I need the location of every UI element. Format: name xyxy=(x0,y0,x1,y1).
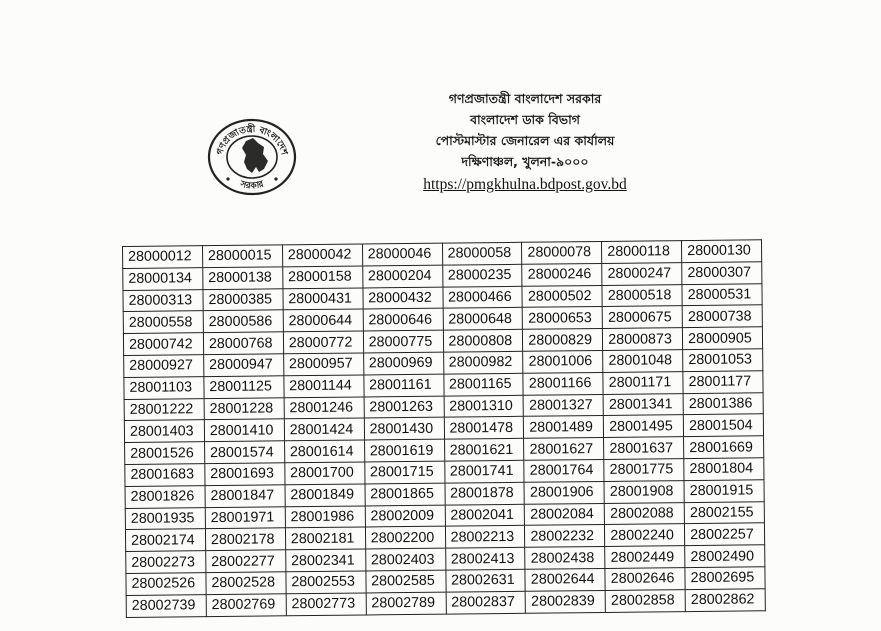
table-cell: 28000982 xyxy=(443,351,523,374)
table-cell: 28002644 xyxy=(525,568,605,591)
table-cell: 28001526 xyxy=(125,442,205,465)
svg-text:সরকার xyxy=(238,179,266,192)
table-cell: 28000957 xyxy=(283,353,363,376)
table-cell: 28000775 xyxy=(363,330,443,353)
table-cell: 28001006 xyxy=(523,350,603,373)
table-cell: 28001700 xyxy=(285,462,365,485)
table-cell: 28001310 xyxy=(444,395,524,418)
table-cell: 28001125 xyxy=(204,376,284,399)
table-cell: 28001430 xyxy=(364,418,444,441)
table-cell: 28001627 xyxy=(524,438,604,461)
table-cell: 28001986 xyxy=(285,506,365,529)
table-cell: 28002181 xyxy=(285,527,365,550)
table-cell: 28001327 xyxy=(523,394,603,417)
table-cell: 28001171 xyxy=(603,371,683,394)
table-cell: 28001053 xyxy=(683,349,763,372)
table-cell: 28000247 xyxy=(602,262,682,285)
table-cell: 28001971 xyxy=(205,506,285,529)
table-cell: 28002769 xyxy=(206,594,286,617)
table-cell: 28002200 xyxy=(365,526,445,549)
table-cell: 28001764 xyxy=(524,459,604,482)
table-cell: 28002862 xyxy=(685,589,765,612)
table-cell: 28000873 xyxy=(603,328,683,351)
table-cell: 28002789 xyxy=(366,592,446,615)
table-cell: 28000235 xyxy=(442,264,522,287)
table-cell: 28002528 xyxy=(206,572,286,595)
seal-top-text: গণপ্রজাতন্ত্রী বাংলাদেশ xyxy=(215,124,289,157)
table-cell: 28002213 xyxy=(445,526,525,549)
table-cell: 28002009 xyxy=(365,505,445,528)
table-cell: 28002273 xyxy=(126,551,206,574)
table-cell: 28001826 xyxy=(125,485,205,508)
table-cell: 28002041 xyxy=(445,504,525,527)
table-cell: 28000772 xyxy=(283,331,363,354)
letterhead xyxy=(380,88,670,196)
table-cell: 28001403 xyxy=(124,420,204,443)
table-cell: 28002490 xyxy=(685,545,765,568)
table-cell: 28001775 xyxy=(604,459,684,482)
table-cell: 28002773 xyxy=(286,593,366,616)
table-cell: 28002232 xyxy=(525,525,605,548)
table-cell: 28000118 xyxy=(602,241,682,264)
table-cell: 28000586 xyxy=(203,310,283,333)
table-cell: 28000653 xyxy=(523,307,603,330)
table-cell: 28002155 xyxy=(684,501,764,524)
table-cell: 28001865 xyxy=(365,483,445,506)
table-cell: 28001478 xyxy=(444,417,524,440)
table-cell: 28000078 xyxy=(522,241,602,264)
table-cell: 28000431 xyxy=(283,288,363,311)
office-location: দক্ষিণাঞ্চল, খুলনা-৯০০০ xyxy=(461,154,589,169)
table-cell: 28000134 xyxy=(123,267,203,290)
table-cell: 28000558 xyxy=(123,311,203,334)
number-table xyxy=(122,239,766,617)
table-cell: 28001341 xyxy=(603,393,683,416)
table-cell: 28002084 xyxy=(525,503,605,526)
table-cell: 28000466 xyxy=(442,286,522,309)
table-cell: 28002837 xyxy=(446,591,526,614)
table-cell: 28002858 xyxy=(605,589,685,612)
table-cell: 28000738 xyxy=(682,305,762,328)
table-cell: 28001614 xyxy=(284,440,364,463)
table-cell: 28001637 xyxy=(604,437,684,460)
government-seal-logo xyxy=(206,117,298,197)
table-cell: 28001908 xyxy=(604,480,684,503)
table-cell: 28001804 xyxy=(684,458,764,481)
table-cell: 28002438 xyxy=(525,547,605,570)
table-cell: 28000307 xyxy=(682,262,762,285)
table-cell: 28001424 xyxy=(284,418,364,441)
table-cell: 28000829 xyxy=(523,329,603,352)
table-cell: 28000012 xyxy=(123,246,203,269)
table-cell: 28000646 xyxy=(363,309,443,332)
number-table-container xyxy=(122,239,766,617)
table-cell: 28001103 xyxy=(124,376,204,399)
table-cell: 28000675 xyxy=(602,306,682,329)
table-cell: 28001741 xyxy=(444,460,524,483)
table-cell: 28001410 xyxy=(204,419,284,442)
table-cell: 28001915 xyxy=(684,480,764,503)
table-cell: 28001683 xyxy=(125,464,205,487)
table-cell: 28001849 xyxy=(285,484,365,507)
table-cell: 28000768 xyxy=(203,332,283,355)
table-cell: 28001144 xyxy=(284,375,364,398)
table-cell: 28001504 xyxy=(683,414,763,437)
number-table-body xyxy=(123,240,766,617)
table-cell: 28000138 xyxy=(203,267,283,290)
table-cell: 28001847 xyxy=(205,485,285,508)
table-cell: 28001489 xyxy=(524,416,604,439)
table-cell: 28001495 xyxy=(604,415,684,438)
table-cell: 28001161 xyxy=(363,374,443,397)
table-cell: 28000058 xyxy=(442,242,522,265)
table-cell: 28000648 xyxy=(443,308,523,331)
table-cell: 28002526 xyxy=(126,573,206,596)
table-cell: 28001574 xyxy=(204,441,284,464)
table-cell: 28001177 xyxy=(683,371,763,394)
table-cell: 28000502 xyxy=(522,285,602,308)
table-cell: 28000130 xyxy=(682,240,762,263)
table-cell: 28002553 xyxy=(286,571,366,594)
table-cell: 28001263 xyxy=(364,396,444,419)
table-cell: 28000015 xyxy=(202,245,282,268)
table-cell: 28002585 xyxy=(366,570,446,593)
table-cell: 28000432 xyxy=(363,287,443,310)
table-cell: 28000927 xyxy=(124,355,204,378)
table-cell: 28001165 xyxy=(443,373,523,396)
table-cell: 28000808 xyxy=(443,329,523,352)
table-cell: 28001693 xyxy=(205,463,285,486)
table-cell: 28001906 xyxy=(524,481,604,504)
table-cell: 28002257 xyxy=(685,523,765,546)
table-cell: 28001621 xyxy=(444,438,524,461)
seal-bottom-text: সরকার xyxy=(238,179,266,192)
table-cell: 28002174 xyxy=(125,529,205,552)
table-cell: 28001166 xyxy=(523,372,603,395)
table-cell: 28000046 xyxy=(362,243,442,266)
department-name: বাংলাদেশ ডাক বিভাগ xyxy=(470,112,580,127)
table-cell: 28002739 xyxy=(126,594,206,617)
table-cell: 28002277 xyxy=(206,550,286,573)
table-cell: 28001619 xyxy=(364,439,444,462)
table-cell: 28001935 xyxy=(125,507,205,530)
table-cell: 28000313 xyxy=(123,289,203,312)
table-cell: 28002631 xyxy=(445,569,525,592)
table-cell: 28001878 xyxy=(444,482,524,505)
table-cell: 28002341 xyxy=(285,549,365,572)
table-cell: 28000947 xyxy=(204,354,284,377)
government-name: গণপ্রজাতন্ত্রী বাংলাদেশ সরকার xyxy=(448,91,602,106)
table-cell: 28000204 xyxy=(362,265,442,288)
table-cell: 28000905 xyxy=(683,327,763,350)
table-cell: 28000531 xyxy=(682,283,762,306)
seal-emblem-icon xyxy=(206,117,298,197)
table-cell: 28000644 xyxy=(283,309,363,332)
table-cell: 28000742 xyxy=(123,333,203,356)
table-cell: 28000246 xyxy=(522,263,602,286)
table-cell: 28001246 xyxy=(284,397,364,420)
table-cell: 28001222 xyxy=(124,398,204,421)
table-cell: 28001048 xyxy=(603,350,683,373)
table-cell: 28002403 xyxy=(365,548,445,571)
table-cell: 28001669 xyxy=(684,436,764,459)
table-cell: 28002839 xyxy=(526,590,606,613)
website-link[interactable]: https://pmgkhulna.bdpost.gov.bd xyxy=(423,176,627,193)
table-cell: 28002646 xyxy=(605,568,685,591)
table-cell: 28000042 xyxy=(282,244,362,267)
table-cell: 28002240 xyxy=(605,524,685,547)
table-cell: 28000158 xyxy=(282,266,362,289)
table-cell: 28002695 xyxy=(685,567,765,590)
office-name: পোস্টমাস্টার জেনারেল এর কার্যালয় xyxy=(435,133,615,148)
table-cell: 28001386 xyxy=(683,392,763,415)
table-cell: 28002088 xyxy=(604,502,684,525)
table-cell: 28002178 xyxy=(205,528,285,551)
table-cell: 28002449 xyxy=(605,546,685,569)
table-cell: 28002413 xyxy=(445,547,525,570)
table-cell: 28000385 xyxy=(203,288,283,311)
table-cell: 28000969 xyxy=(363,352,443,375)
table-cell: 28000518 xyxy=(602,284,682,307)
table-cell: 28001228 xyxy=(204,397,284,420)
table-cell: 28001715 xyxy=(364,461,444,484)
